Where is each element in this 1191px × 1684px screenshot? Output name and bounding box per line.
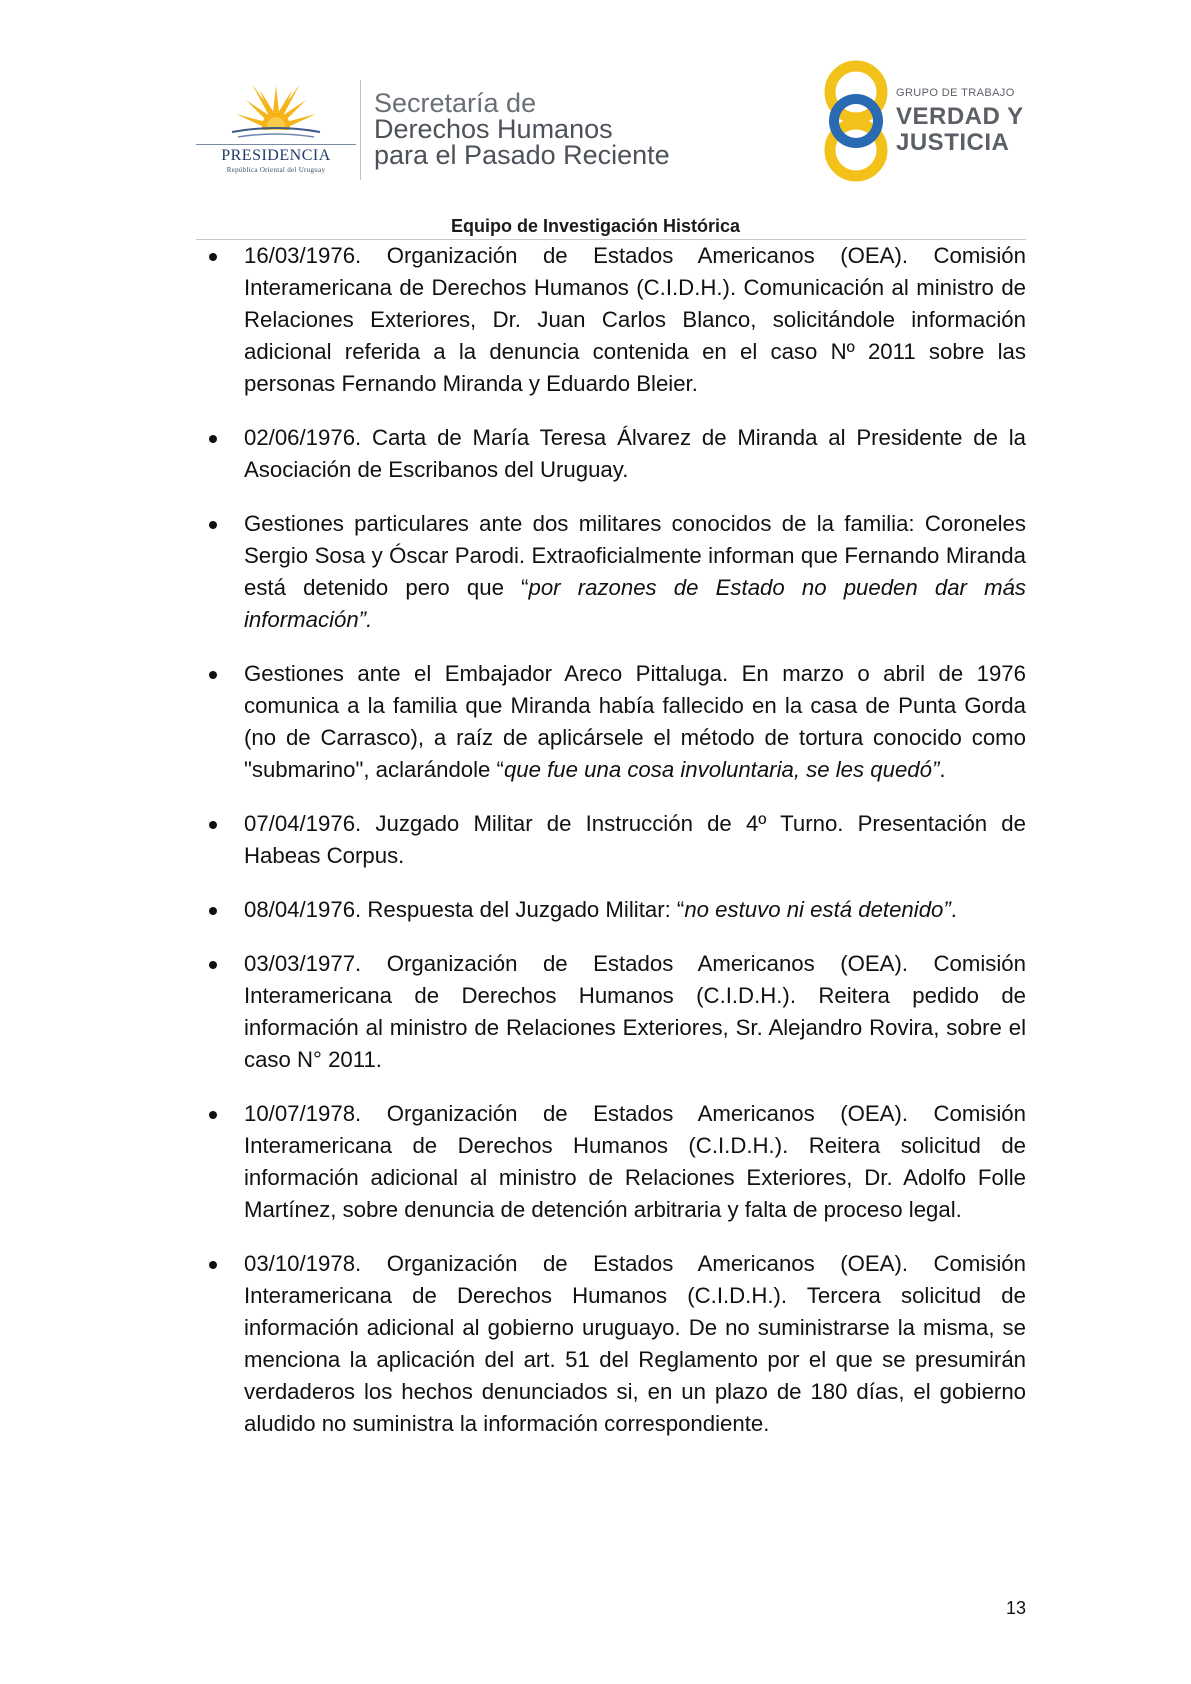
verdad-justicia-logo xyxy=(818,56,1028,186)
bullet-icon xyxy=(209,821,217,829)
chronology-list xyxy=(206,240,1026,1462)
list-item xyxy=(206,508,1026,636)
presidencia-name: PRESIDENCIA xyxy=(196,144,356,165)
page-number: 13 xyxy=(1005,1598,1026,1618)
entry-quote: que fue una cosa involuntaria, se les quedó” xyxy=(503,757,940,782)
list-item xyxy=(206,894,1026,926)
entry-text: 03/10/1978. Organización de Estados Americanos (OEA). Comisión Interamericana de Derechos Humanos (C.I.D.H.). Tercera solicitud de información adicional al gobierno uruguayo. De no suministrarse la misma, se menciona la aplicación del art. 51 del Reglamento por el que se presumirán verdaderos los hechos denunciados si, en un plazo de 180 días, el gobierno aludido no suministra la información correspondiente. xyxy=(244,1251,1026,1436)
list-item xyxy=(206,1248,1026,1440)
list-item xyxy=(206,658,1026,786)
entry-text-end: . xyxy=(939,757,946,782)
bullet-icon xyxy=(209,435,217,443)
list-item xyxy=(206,1098,1026,1226)
entry-text: 08/04/1976. Respuesta del Juzgado Militar: “ xyxy=(244,897,685,922)
secretaria-line-3: para el Pasado Reciente xyxy=(374,140,670,170)
entry-text: 02/06/1976. Carta de María Teresa Álvarez de Miranda al Presidente de la Asociación de Escribanos del Uruguay. xyxy=(244,425,1026,482)
entry-quote: no estuvo ni está detenido” xyxy=(684,897,951,922)
verdad-justicia-text xyxy=(896,88,1024,156)
bullet-icon xyxy=(209,961,217,969)
bullet-icon xyxy=(209,253,217,261)
bullet-icon xyxy=(209,1261,217,1269)
linked-rings-icon xyxy=(818,56,898,186)
presidencia-logo xyxy=(196,82,356,182)
bullet-icon xyxy=(209,1111,217,1119)
bullet-icon xyxy=(209,907,217,915)
presidencia-subtitle: República Oriental del Uruguay xyxy=(226,166,326,174)
secretaria-line-2: Derechos Humanos xyxy=(374,114,613,144)
justicia-label: JUSTICIA xyxy=(896,129,1010,156)
entry-text: 07/04/1976. Juzgado Militar de Instrucción de 4º Turno. Presentación de Habeas Corpus. xyxy=(244,811,1026,868)
sun-emblem-icon xyxy=(230,82,322,142)
page-header xyxy=(0,0,1191,240)
entry-text: Gestiones ante el Embajador Areco Pittaluga. En marzo o abril de 1976 comunica a la familia que Miranda había fallecido en la casa de Punta Gorda (no de Carrasco), a raíz de aplicársele el método de tortura conocido como "submarino", aclarándole “ xyxy=(244,661,1026,782)
secretaria-line-1: Secretaría de xyxy=(374,88,537,118)
entry-text: 10/07/1978. Organización de Estados Americanos (OEA). Comisión Interamericana de Derechos Humanos (C.I.D.H.). Reitera solicitud de información adicional al ministro de Relaciones Exteriores, Dr. Adolfo Folle Martínez, sobre denuncia de detención arbitraria y falta de proceso legal. xyxy=(244,1101,1026,1222)
list-item xyxy=(206,422,1026,486)
entry-text: 16/03/1976. Organización de Estados Americanos (OEA). Comisión Interamericana de Derechos Humanos (C.I.D.H.). Comunicación al ministro de Relaciones Exteriores, Dr. Juan Carlos Blanco, solicitándole información adicional referida a la denuncia contenida en el caso Nº 2011 sobre las personas Fernando Miranda y Eduardo Bleier. xyxy=(244,243,1026,396)
entry-text-end: . xyxy=(950,897,957,922)
bullet-icon xyxy=(209,671,217,679)
entry-text: 03/03/1977. Organización de Estados Americanos (OEA). Comisión Interamericana de Derechos Humanos (C.I.D.H.). Reitera pedido de información al ministro de Relaciones Exteriores, Sr. Alejandro Rovira, sobre el caso N° 2011. xyxy=(244,951,1026,1072)
bullet-icon xyxy=(209,521,217,529)
grupo-de-trabajo-label: GRUPO DE TRABAJO xyxy=(896,87,1015,99)
list-item xyxy=(206,808,1026,872)
team-title: Equipo de Investigación Histórica xyxy=(450,216,741,236)
entry-quote: por razones de Estado no pueden dar más información”. xyxy=(244,575,1027,632)
entry-text: Gestiones particulares ante dos militares conocidos de la familia: Coroneles Sergio Sosa y Óscar Parodi. Extraoficialmente informan que Fernando Miranda está detenido pero que “ xyxy=(244,511,1026,600)
header-divider xyxy=(360,80,361,180)
list-item xyxy=(206,240,1026,400)
list-item xyxy=(206,948,1026,1076)
secretaria-title xyxy=(374,90,670,168)
verdad-label: VERDAD Y xyxy=(896,103,1024,130)
